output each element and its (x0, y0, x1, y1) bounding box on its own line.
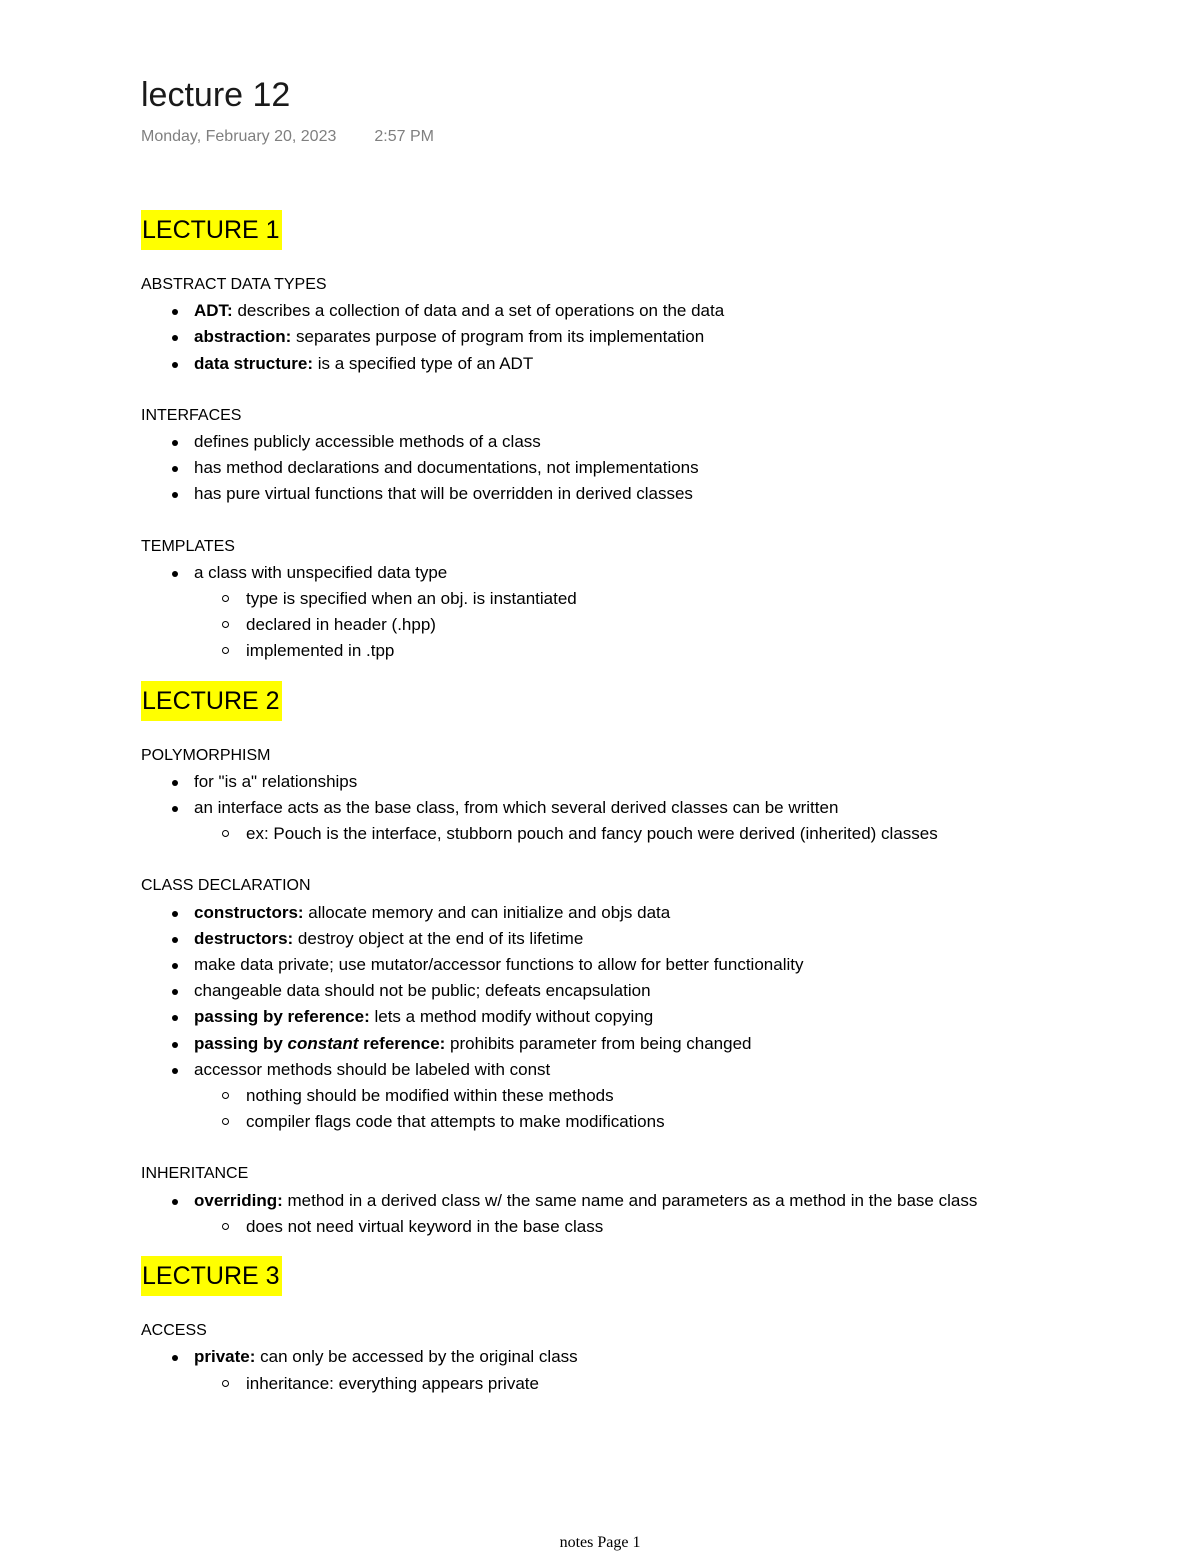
list-item (141, 1344, 1101, 1396)
definition: destroy object at the end of its lifetime (293, 928, 584, 948)
term-part: reference: (358, 1033, 446, 1053)
page-timestamp (141, 126, 434, 148)
term: ADT: (194, 301, 233, 321)
list-item (141, 298, 1101, 324)
term (194, 1034, 445, 1053)
list-item: has pure virtual functions that will be overridden in derived classes (141, 481, 1101, 507)
inheritance-list (141, 1188, 1101, 1240)
definition: allocate memory and can initialize and objs data (303, 902, 671, 922)
definition: separates purpose of program from its implementation (291, 327, 705, 347)
list-item (141, 1188, 1101, 1240)
list-item (141, 351, 1101, 377)
sub-list-item: inheritance: everything appears private (193, 1371, 1101, 1397)
access-heading: ACCESS (141, 1322, 207, 1340)
lecture-2-heading: LECTURE 2 (141, 681, 282, 721)
lecture-3-heading: LECTURE 3 (141, 1256, 282, 1296)
list-item-text: a class with unspecified data type (194, 562, 448, 582)
class-declaration-heading: CLASS DECLARATION (141, 877, 311, 895)
list-item-text: an interface acts as the base class, from which several derived classes can be written (194, 798, 839, 818)
templates-list (141, 560, 1101, 665)
sub-list-item: does not need virtual keyword in the base class (193, 1214, 1061, 1240)
list-item: has method declarations and documentations, not implementations (141, 455, 1101, 481)
term: constructors: (194, 902, 304, 922)
term: abstraction: (194, 327, 292, 347)
definition: describes a collection of data and a set of operations on the data (232, 301, 725, 321)
list-item (141, 1057, 1101, 1136)
list-item (141, 795, 1101, 847)
term: overriding: (194, 1190, 283, 1210)
inheritance-heading: INHERITANCE (141, 1165, 249, 1183)
page-time: 2:57 PM (374, 128, 434, 145)
lecture-2-section (141, 679, 1101, 1240)
list-item: changeable data should not be public; defeats encapsulation (141, 978, 1101, 1004)
definition: method in a derived class w/ the same name and parameters as a method in the base class (282, 1190, 978, 1210)
accessor-sublist (193, 1083, 1101, 1135)
page-footer: notes Page 1 (559, 1534, 641, 1551)
templates-sublist (193, 586, 1101, 665)
list-item (141, 1031, 1101, 1057)
list-item: defines publicly accessible methods of a class (141, 429, 1101, 455)
list-item: make data private; use mutator/accessor functions to allow for better functionality (141, 952, 1101, 978)
interfaces-list (141, 429, 1101, 508)
polymorphism-sublist (193, 821, 1101, 847)
page-date: Monday, February 20, 2023 (141, 128, 337, 145)
lecture-3-section (141, 1254, 1101, 1397)
inheritance-sublist (193, 1214, 1061, 1240)
definition: is a specified type of an ADT (313, 353, 534, 373)
lecture-1-section (141, 208, 1101, 665)
page-title: lecture 12 (141, 76, 291, 114)
term-part: passing by (194, 1033, 288, 1053)
interfaces-heading: INTERFACES (141, 406, 242, 424)
sub-list-item: declared in header (.hpp) (193, 612, 1101, 638)
class-declaration-list (141, 900, 1101, 1136)
access-list (141, 1344, 1101, 1396)
term: data structure: (194, 353, 314, 373)
sub-list-item: ex: Pouch is the interface, stubborn pouch and fancy pouch were derived (inherited) classes (193, 821, 1101, 847)
sub-list-item: compiler flags code that attempts to make modifications (193, 1109, 1101, 1135)
list-item (141, 926, 1101, 952)
sub-list-item: implemented in .tpp (193, 638, 1101, 664)
notes-content (141, 208, 1101, 1397)
polymorphism-heading: POLYMORPHISM (141, 746, 271, 764)
sub-list-item: type is specified when an obj. is instantiated (193, 586, 1101, 612)
list-item (141, 1004, 1101, 1030)
polymorphism-list (141, 769, 1101, 848)
term: passing by reference: (194, 1007, 370, 1027)
lecture-1-heading: LECTURE 1 (141, 210, 282, 250)
definition: can only be accessed by the original class (255, 1347, 578, 1367)
adt-list (141, 298, 1101, 377)
list-item-text: accessor methods should be labeled with const (194, 1059, 551, 1079)
list-item (141, 900, 1101, 926)
list-item: for "is a" relationships (141, 769, 1101, 795)
term-emphasis: constant (287, 1033, 359, 1053)
definition: prohibits parameter from being changed (445, 1033, 752, 1053)
term: private: (194, 1347, 256, 1367)
adt-heading: ABSTRACT DATA TYPES (141, 276, 327, 293)
access-sublist (193, 1371, 1101, 1397)
sub-list-item: nothing should be modified within these methods (193, 1083, 1101, 1109)
list-item (141, 324, 1101, 350)
definition: lets a method modify without copying (369, 1007, 654, 1027)
templates-heading: TEMPLATES (141, 537, 235, 555)
list-item (141, 560, 1101, 665)
term: destructors: (194, 928, 294, 948)
